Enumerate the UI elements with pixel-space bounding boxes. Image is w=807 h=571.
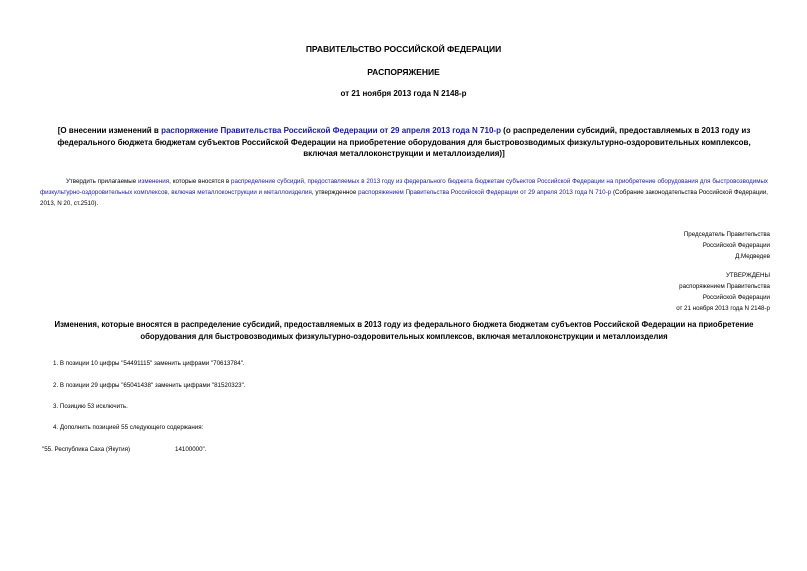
signature-org: Российской Федерации <box>702 242 770 249</box>
new-row-amount: 14100000". <box>175 446 207 453</box>
signature-block <box>684 229 770 262</box>
link-order-710[interactable]: распоряжением Правительства Российской Федерации от 29 апреля 2013 года N 710-р <box>358 189 612 196</box>
approval-heading: УТВЕРЖДЕНЫ <box>726 272 770 279</box>
document-date-number: от 21 ноября 2013 года N 2148-р <box>340 89 467 98</box>
title-suffix: (о распределении субсидий, предоставляемых в 2013 году из федерального бюджета бюджетам субъектов Российской Федерации на приобретение оборудования для быстровозводимых физкультурно-оздоровительных комплексов, включая металлоконструкции и металлоизделия)] <box>57 126 751 158</box>
body-text-2: , которые вносятся в <box>169 178 232 185</box>
changes-title: Изменения, которые вносятся в распределение субсидий, предоставляемых в 2013 году из федерального бюджета бюджетам субъектов Российской Федерации на приобретение оборудования для быстровозводимых физкультурно-оздоровительных комплексов, включая металлоконструкции и металлоизделия <box>54 320 754 341</box>
body-text-3: , утвержденное <box>311 189 359 196</box>
new-row-region: "55. Республика Саха (Якутия) <box>42 446 131 453</box>
government-name: ПРАВИТЕЛЬСТВО РОССИЙСКОЙ ФЕДЕРАЦИИ <box>305 44 502 54</box>
link-changes[interactable]: изменения <box>138 178 170 185</box>
title-link-order-710[interactable]: распоряжение Правительства Российской Федерации от 29 апреля 2013 года N 710-р <box>161 126 501 135</box>
approval-line-2: распоряжением Правительства <box>679 283 770 290</box>
list-item: 2. В позиции 29 цифры "65041438" заменить цифрами "81520323". <box>53 382 246 389</box>
signature-name: Д.Медведев <box>735 253 770 260</box>
link-distribution[interactable]: распределение субсидий, предоставляемых в 2013 году из федерального бюджета бюджетам субъектов Российской Федерации на приобретение оборудования для быстровозводимых физкультурно-оздоровительных комплексов, включая металлоконструкции и металлоизделия <box>40 178 768 196</box>
signature-position: Председатель Правительства <box>683 231 770 238</box>
approval-block <box>676 270 770 314</box>
approval-line-4: от 21 ноября 2013 года N 2148-р <box>676 305 770 312</box>
body-text-1: Утвердить прилагаемые <box>66 178 139 185</box>
approval-line-3: Российской Федерации <box>702 294 770 301</box>
document-title <box>54 125 754 160</box>
list-item: 3. Позицию 53 исключить. <box>53 403 128 410</box>
title-prefix: [О внесении изменений в <box>57 126 162 135</box>
document-type: РАСПОРЯЖЕНИЕ <box>367 67 440 77</box>
body-text-4: (Собрание законодательства Российской Федерации, 2013, N 20, ст.2510). <box>40 189 768 207</box>
list-item: 1. В позиции 10 цифры "54491115" заменить цифрами "70613784". <box>53 360 245 367</box>
body-paragraph <box>40 176 768 209</box>
list-item: 4. Дополнить позицией 55 следующего содержания: <box>53 424 204 431</box>
